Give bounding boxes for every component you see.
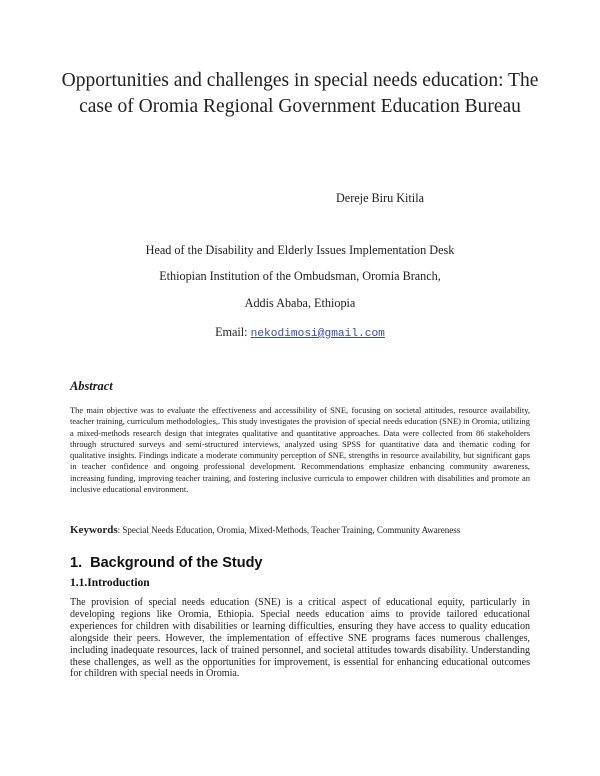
email-label: Email: xyxy=(215,325,251,339)
email-line xyxy=(40,325,560,340)
keywords-text: : Special Needs Education, Oromia, Mixed-Methods, Teacher Training, Community Awareness xyxy=(117,525,461,535)
keywords-label: Keywords xyxy=(70,524,118,536)
affiliation-line-2: Ethiopian Institution of the Ombudsman, Oromia Branch, xyxy=(159,269,441,283)
introduction-text: The provision of special needs education (SNE) is a critical aspect of educational equity, particularly in developing regions like Oromia, Ethiopia. Special needs education aims to provide tailored educational experiences for children with disabilities or learning difficulties, ensuring they have access to quality education alongside their peers. However, the implementation of effective SNE programs faces numerous challenges, including inadequate resources, lack of trained personnel, and societal attitudes towards disability. Understanding these challenges, as well as the opportunities for improvement, is essential for enhancing educational outcomes for children with special needs in Oromia. xyxy=(70,597,530,680)
abstract-heading: Abstract xyxy=(70,379,113,393)
author-name: Dereje Biru Kitila xyxy=(336,191,424,205)
affiliation-line-1: Head of the Disability and Elderly Issues Implementation Desk xyxy=(145,243,455,257)
section-title: Background of the Study xyxy=(90,555,263,571)
affiliation-line-3: Addis Ababa, Ethiopia xyxy=(244,296,356,310)
paper-title: Opportunities and challenges in special needs education: The case of Oromia Regional Government Education Bureau xyxy=(61,70,539,117)
subsection-heading: 1.1.Introduction xyxy=(70,577,150,589)
keywords-line xyxy=(70,524,540,536)
section-number: 1. xyxy=(70,555,83,571)
abstract-text: The main objective was to evaluate the effectiveness and accessibility of SNE, focusing on societal attitudes, resource availability, teacher training, curriculum methodologies,. This study investigates the provision of special needs education (SNE) in Oromia, utilizing a mixed-methods research design that integrates qualitative and quantitative approaches. Data were collected from 86 stakeholders through structured surveys and semi-structured interviews, analyzed using SPSS for quantitative data and thematic coding for qualitative insights. Findings indicate a moderate community perception of SNE, strengths in resource availability, but significant gaps in teacher confidence and ongoing professional development. Recommendations emphasize enhancing community awareness, increasing funding, improving teacher training, and fostering inclusive curricula to empower children with disabilities and promote an inclusive educational environment. xyxy=(70,405,530,495)
section-heading xyxy=(70,555,263,571)
email-link[interactable]: nekodimosi@gmail.com xyxy=(250,328,385,340)
